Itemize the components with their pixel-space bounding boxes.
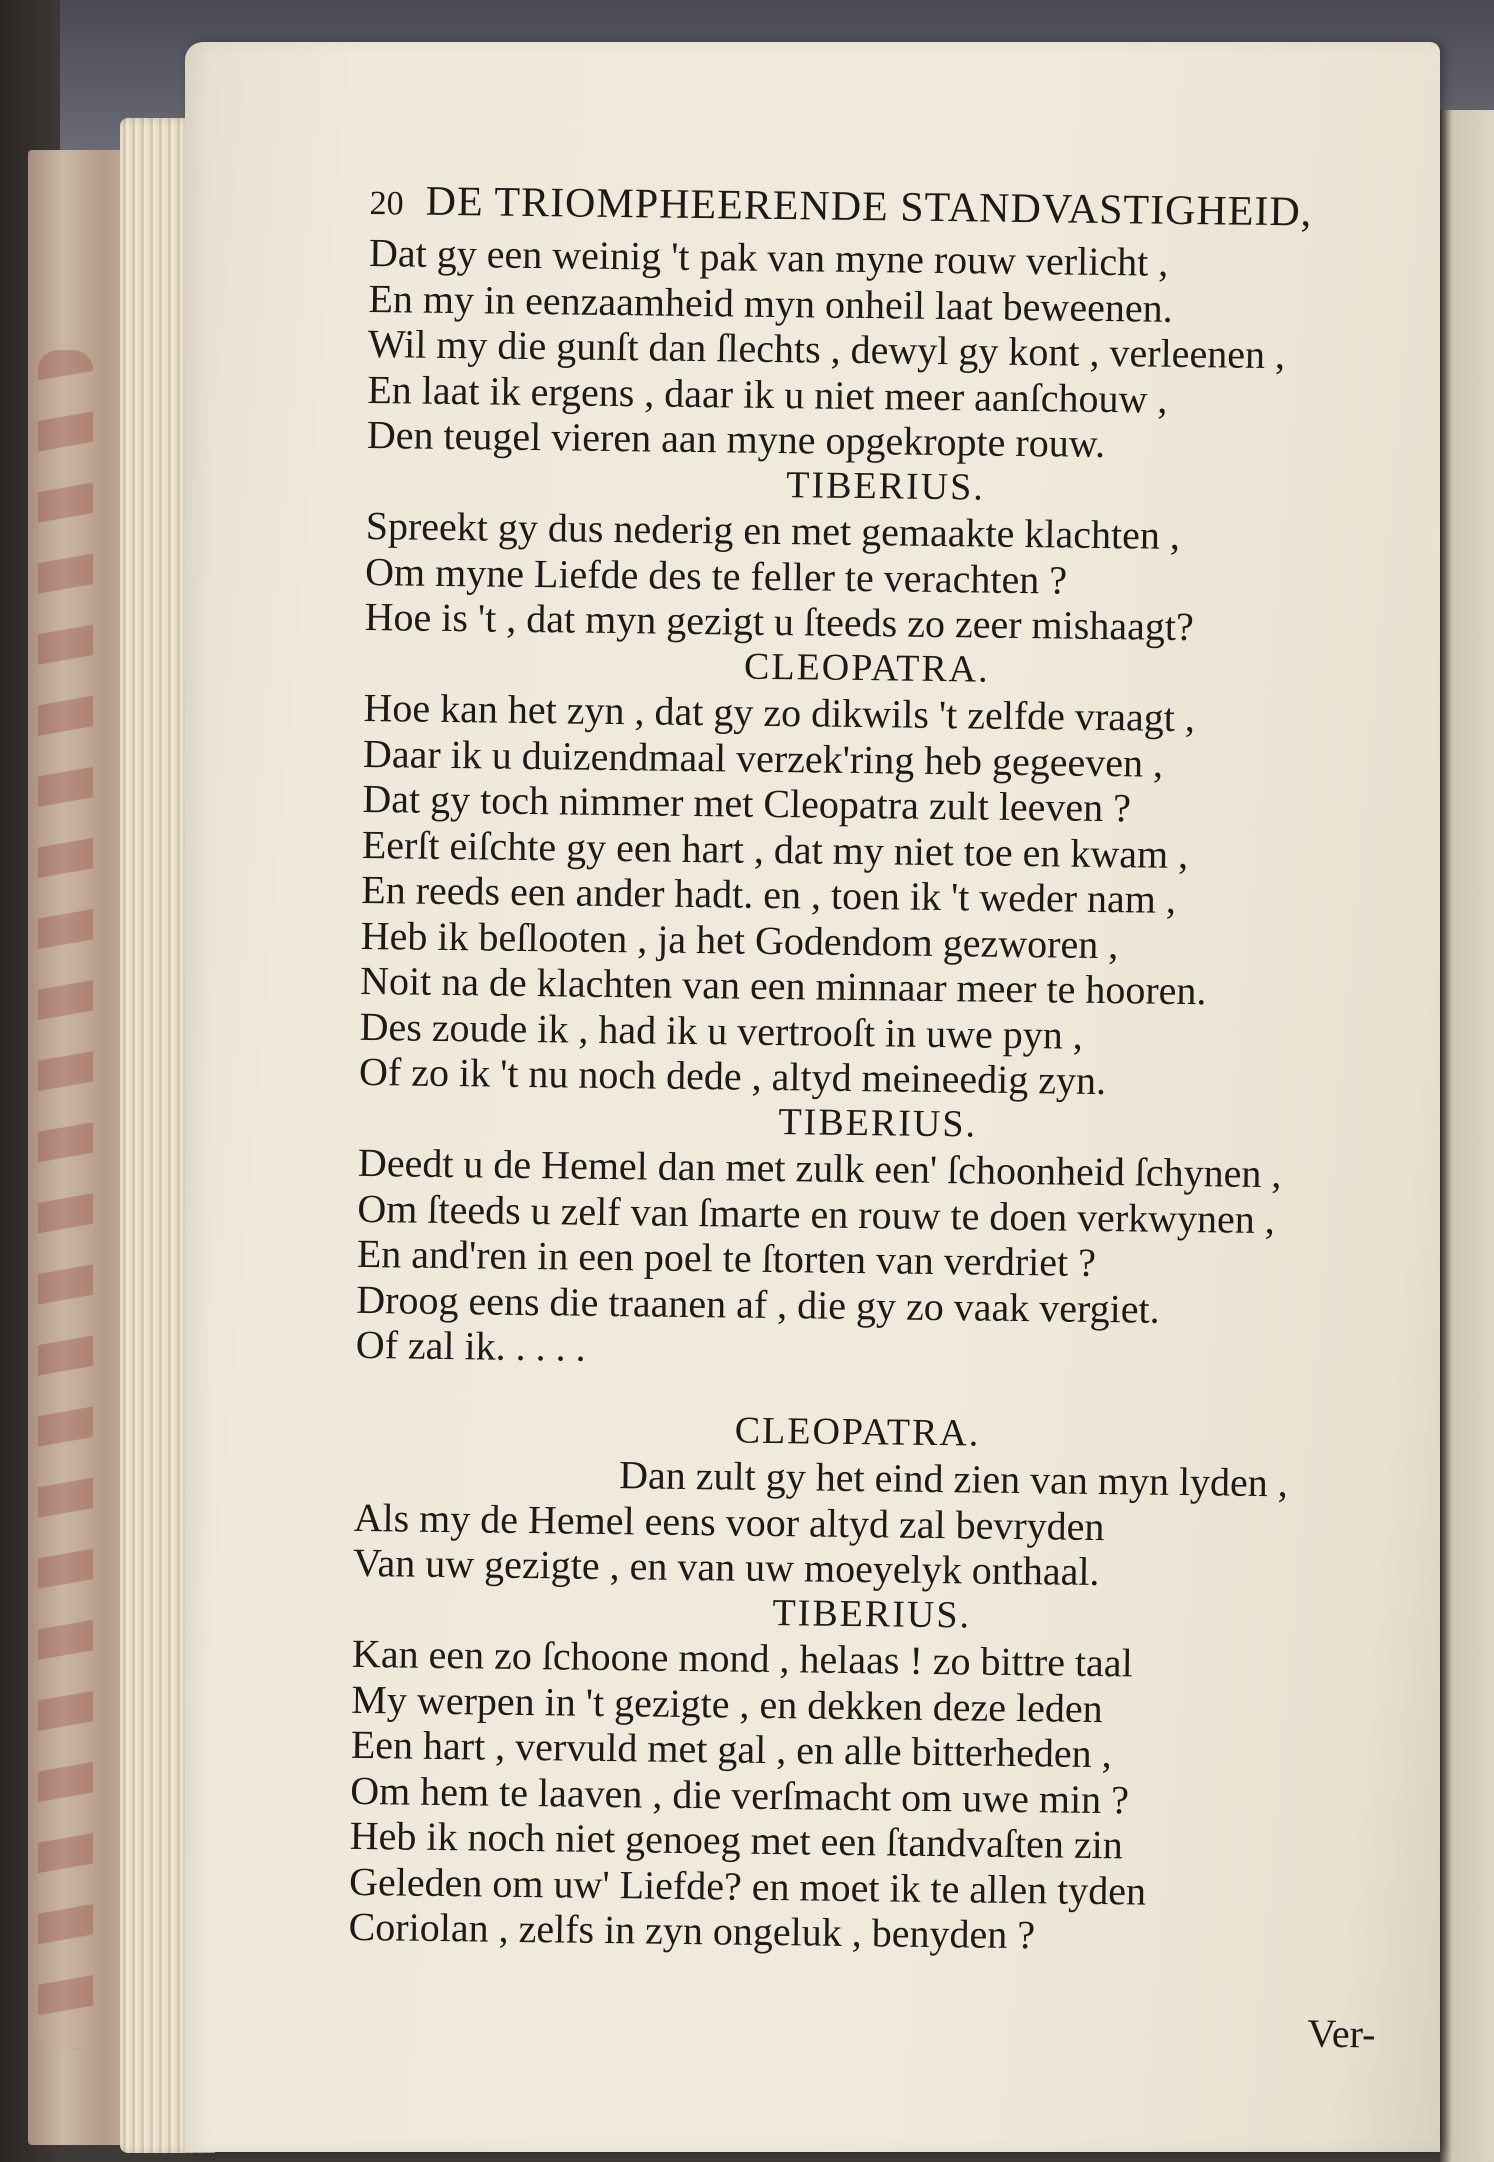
verse-line: My werpen in 't gezigte , en dekken deze leden (351, 1676, 1103, 1731)
page-text (346, 178, 1420, 2121)
facing-page-edge (1440, 110, 1494, 2162)
verse-line: Als my de Hemel eens voor altyd zal bevryden (353, 1494, 1105, 1549)
verse-line: Hoe is 't , dat myn gezigt u ſteeds zo zeer mishaagt? (364, 593, 1195, 650)
verse-line: Dan zult gy het eind zien van myn lyden , (618, 1452, 1289, 1506)
verse-line: Of zo ik 't nu noch dede , altyd meineedig zyn. (358, 1048, 1107, 1104)
verse-line: Van uw gezigte , en van uw moeyelyk onthaal. (352, 1539, 1100, 1595)
running-title: DE TRIOMPHEERENDE STANDVASTIGHEID, (425, 178, 1313, 236)
verse-line: Heb ik noch niet genoeg met een ſtandvaſten zin (349, 1812, 1124, 1868)
verse-line: Een hart , vervuld met gal , en alle bitterheden , (350, 1721, 1112, 1777)
verse-line: Geleden om uw' Liefde? en moet ik te allen tyden (348, 1858, 1147, 1914)
verse-line: Deedt u de Hemel dan met zulk een' ſchoonheid ſchynen , (357, 1139, 1282, 1197)
verse-line: Des zoude ik , had ik u vertrooſt in uwe pyn , (359, 1003, 1084, 1058)
verse-line: Dat gy een weinig 't pak van myne rouw verlicht , (368, 229, 1169, 285)
verse-line: Coriolan , zelfs in zyn ongeluk , benyden ? (348, 1903, 1036, 1958)
speaker-heading: TIBERIUS. (778, 1100, 978, 1145)
verse-line: Spreekt gy dus nederig en met gemaakte klachten , (365, 502, 1181, 558)
speaker-heading: CLEOPATRA. (743, 645, 990, 691)
verse-line: Kan een zo ſchoone mond , helaas ! zo bittre taal (351, 1630, 1134, 1686)
speaker-heading: TIBERIUS. (772, 1591, 972, 1636)
speaker-heading: TIBERIUS. (786, 463, 986, 509)
verse-line: Dat gy toch nimmer met Cleopatra zult leeven ? (362, 775, 1132, 831)
verse-line: Om myne Liefde des te feller te verachten ? (364, 548, 1068, 603)
verse-line: Den teugel vieren aan myne opgekropte rouw. (366, 411, 1106, 466)
verse-line: Hoe kan het zyn , dat gy zo dikwils 't zelfde vraagt , (363, 684, 1196, 741)
verse-line: Eerſt eiſchte gy een hart , dat my niet toe en kwam , (361, 821, 1189, 877)
verse-line: En laat ik ergens , daar ik u niet meer aanſchouw , (367, 366, 1168, 422)
verse-line: Heb ik beſlooten , ja het Godendom gezworen , (360, 912, 1119, 967)
verse-line: Noit na de klachten van een minnaar meer te hooren. (359, 957, 1207, 1014)
verse-line: En my in eenzaamheid myn onheil laat beweenen. (368, 275, 1173, 331)
page-number: 20 (369, 184, 404, 223)
play-text (348, 230, 1419, 1962)
verse-line: Daar ik u duizendmaal verzek'ring heb gegeeven , (362, 730, 1164, 786)
verse-line: En reeds een ander hadt. en , toen ik 't weder nam , (361, 866, 1177, 922)
verse-line: Om ſteeds u zelf van ſmarte en rouw te doen verkwynen , (357, 1185, 1276, 1242)
verse-line: Droog eens die traanen af , die gy zo vaak vergiet. (356, 1276, 1160, 1332)
verse-line: En and'ren in een poel te ſtorten van verdriet ? (356, 1230, 1097, 1285)
verse-line: Of zal ik. . . . . (355, 1321, 586, 1370)
speaker-heading: CLEOPATRA. (734, 1409, 981, 1455)
verse-line: Om hem te laaven , die verſmacht om uwe min ? (350, 1767, 1130, 1822)
verse-line: Wil my die gunſt dan ſlechts , dewyl gy kont , verleenen , (367, 320, 1286, 378)
catchword: Ver- (1307, 2010, 1376, 2057)
